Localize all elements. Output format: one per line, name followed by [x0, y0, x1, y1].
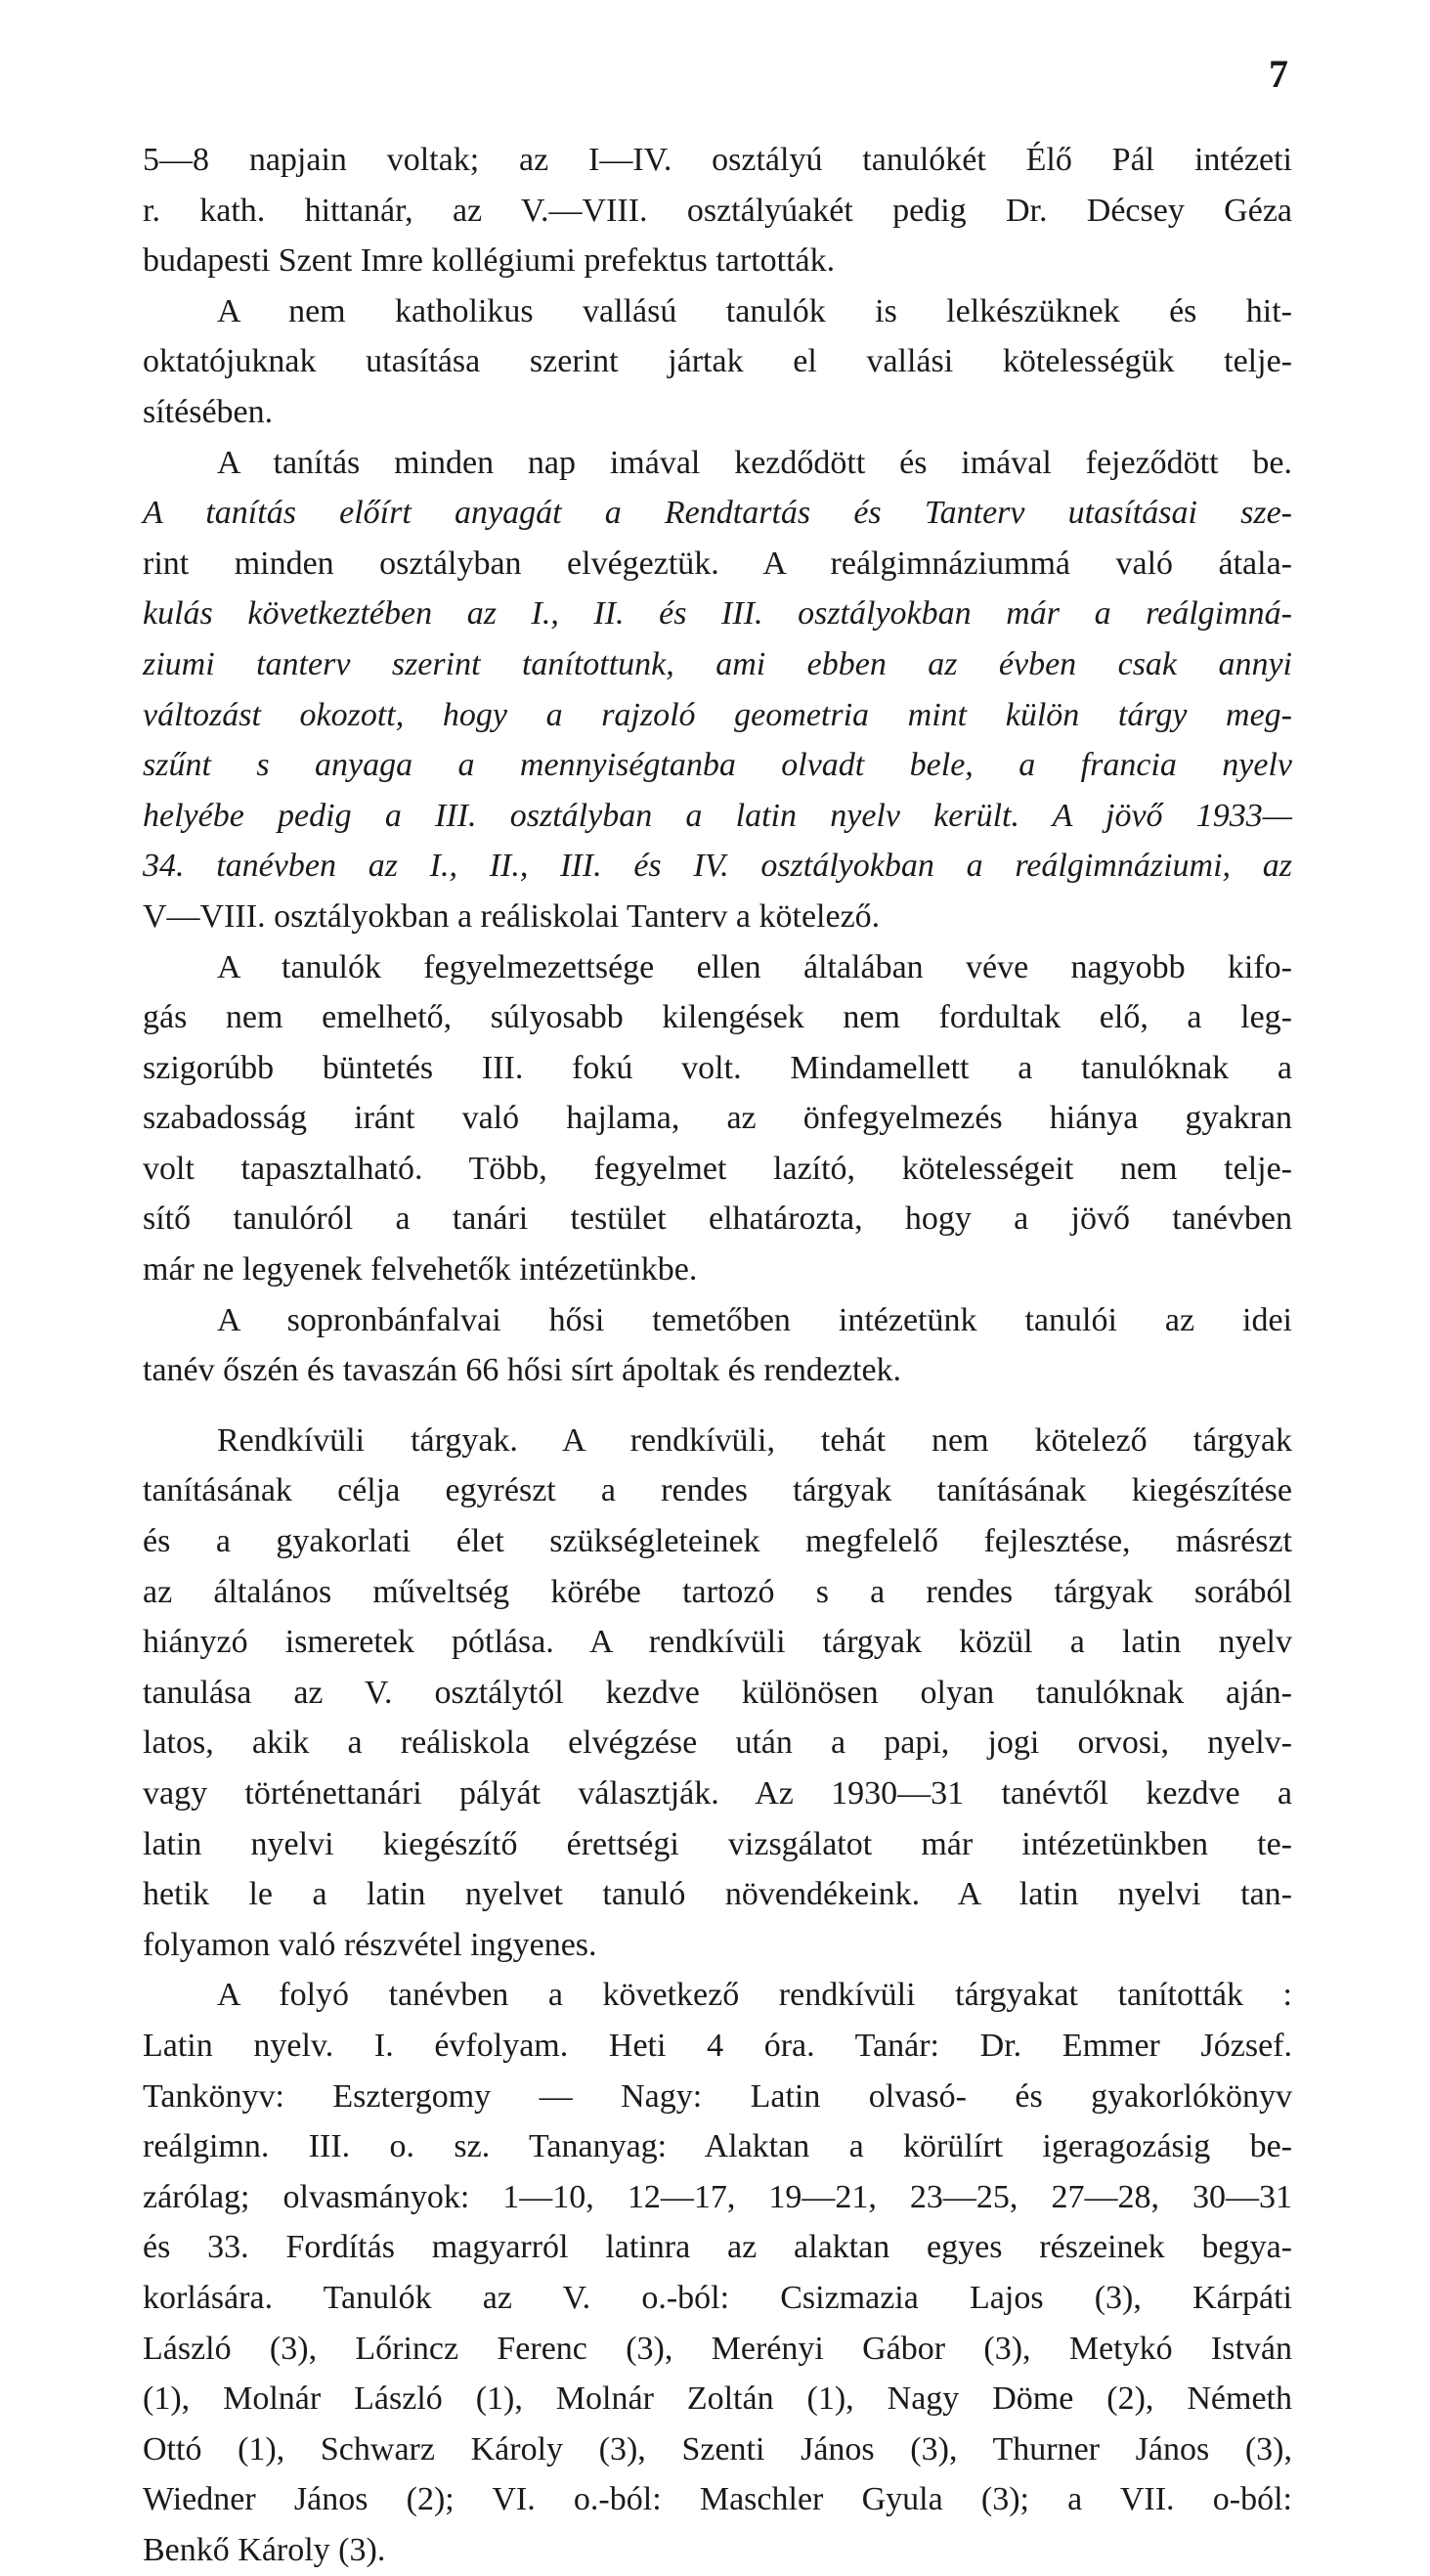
text-line: szűnt s anyaga a mennyiségtanba olvadt bele, a francia nyelv [143, 747, 1292, 784]
text-line: A tanítás előírt anyagát a Rendtartás és Tanterv utasításai sze- [143, 495, 1292, 532]
text-line: budapesti Szent Imre kollégiumi prefektus tartották. [143, 242, 836, 280]
text-line: korlására. Tanulók az V. o.-ból: Csizmazia Lajos (3), Kárpáti [143, 2279, 1292, 2316]
text-line: oktatójuknak utasítása szerint jártak el vallási kötelességük telje- [143, 343, 1292, 380]
text-line: folyamon való részvétel ingyenes. [143, 1926, 597, 1963]
text-line: Wiedner János (2); VI. o.-ból: Maschler Gyula (3); a VII. o-ból: [143, 2481, 1292, 2518]
text-line: tanév őszén és tavaszán 66 hősi sírt ápoltak és rendeztek. [143, 1352, 902, 1389]
text-line: helyébe pedig a III. osztályban a latin nyelv került. A jövő 1933— [143, 797, 1292, 834]
text-line: (1), Molnár László (1), Molnár Zoltán (1), Nagy Döme (2), Németh [143, 2380, 1292, 2418]
text-line: V—VIII. osztályokban a reáliskolai Tanterv a kötelező. [143, 897, 881, 935]
text-line: ziumi tanterv szerint tanítottunk, ami ebben az évben csak annyi [143, 645, 1292, 682]
text-line: tanulása az V. osztálytól kezdve különösen olyan tanulóknak aján- [143, 1674, 1292, 1711]
text-line: A tanítás minden nap imával kezdődött és imával fejeződött be. [217, 444, 1292, 481]
text-line: Benkő Károly (3). [143, 2531, 386, 2568]
text-line: sítő tanulóról a tanári testület elhatározta, hogy a jövő tanévben [143, 1201, 1292, 1238]
text-line: Rendkívüli tárgyak. A rendkívüli, tehát nem kötelező tárgyak [217, 1421, 1292, 1459]
text-line: latin nyelvi kiegészítő érettségi vizsgálatot már intézetünkben te- [143, 1825, 1292, 1862]
text-line: A folyó tanévben a következő rendkívüli tárgyakat tanították : [217, 1977, 1292, 2014]
text-line: vagy történettanári pályát választják. Az 1930—31 tanévtől kezdve a [143, 1775, 1292, 1812]
text-line: gás nem emelhető, súlyosabb kilengések nem fordultak elő, a leg- [143, 999, 1292, 1036]
text-line: már ne legyenek felvehetők intézetünkbe. [143, 1251, 698, 1288]
text-line: László (3), Lőrincz Ferenc (3), Merényi Gábor (3), Metykó István [143, 2330, 1292, 2367]
text-line: reálgimn. III. o. sz. Tananyag: Alaktan a körülírt igeragozásig be- [143, 2128, 1292, 2165]
text-line: zárólag; olvasmányok: 1—10, 12—17, 19—21, 23—25, 27—28, 30—31 [143, 2178, 1292, 2215]
text-line: tanításának célja egyrészt a rendes tárgyak tanításának kiegészítése [143, 1472, 1292, 1509]
text-line: 5—8 napjain voltak; az I—IV. osztályú tanulókét Élő Pál intézeti [143, 142, 1292, 178]
text-line: A nem katholikus vallású tanulók is lelkészüknek és hit- [217, 292, 1292, 329]
text-line: 34. tanévben az I., II., III. és IV. osztályokban a reálgimnáziumi, az [143, 848, 1292, 885]
text-line: Tankönyv: Esztergomy — Nagy: Latin olvasó- és gyakorlókönyv [143, 2077, 1292, 2115]
paragraph-gap [143, 1396, 1292, 1416]
text-line: változást okozott, hogy a rajzoló geometria mint külön tárgy meg- [143, 696, 1292, 733]
text-line: A tanulók fegyelmezettsége ellen általában véve nagyobb kifo- [217, 948, 1292, 985]
page-number: 7 [1269, 52, 1288, 96]
text-line: A sopronbánfalvai hősi temetőben intézetünk tanulói az idei [217, 1301, 1292, 1338]
text-line: sítésében. [143, 393, 274, 430]
text-line: kulás következtében az I., II. és III. osztályokban már a reálgimná- [143, 595, 1292, 633]
text-line: latos, akik a reáliskola elvégzése után a papi, jogi orvosi, nyelv- [143, 1725, 1292, 1762]
text-line: szigorúbb büntetés III. fokú volt. Mindamellett a tanulóknak a [143, 1049, 1292, 1086]
text-line: Ottó (1), Schwarz Károly (3), Szenti János (3), Thurner János (3), [143, 2430, 1292, 2467]
text-line: r. kath. hittanár, az V.—VIII. osztályúakét pedig Dr. Décsey Géza [143, 192, 1292, 229]
body-text [143, 135, 1292, 2576]
text-line: szabadosság iránt való hajlama, az önfegyelmezés hiánya gyakran [143, 1100, 1292, 1137]
text-line: volt tapasztalható. Több, fegyelmet lazító, kötelességeit nem telje- [143, 1150, 1292, 1187]
text-line: és a gyakorlati élet szükségleteinek megfelelő fejlesztése, másrészt [143, 1523, 1292, 1560]
text-line: az általános műveltség körébe tartozó s a rendes tárgyak sorából [143, 1573, 1292, 1610]
text-line: Latin nyelv. I. évfolyam. Heti 4 óra. Tanár: Dr. Emmer József. [143, 2027, 1292, 2064]
text-line: hetik le a latin nyelvet tanuló növendékeink. A latin nyelvi tan- [143, 1876, 1292, 1913]
text-line: hiányzó ismeretek pótlása. A rendkívüli tárgyak közül a latin nyelv [143, 1624, 1292, 1661]
text-line: és 33. Fordítás magyarról latinra az alaktan egyes részeinek begya- [143, 2229, 1292, 2266]
text-line: rint minden osztályban elvégeztük. A reálgimnáziummá való átala- [143, 545, 1292, 582]
